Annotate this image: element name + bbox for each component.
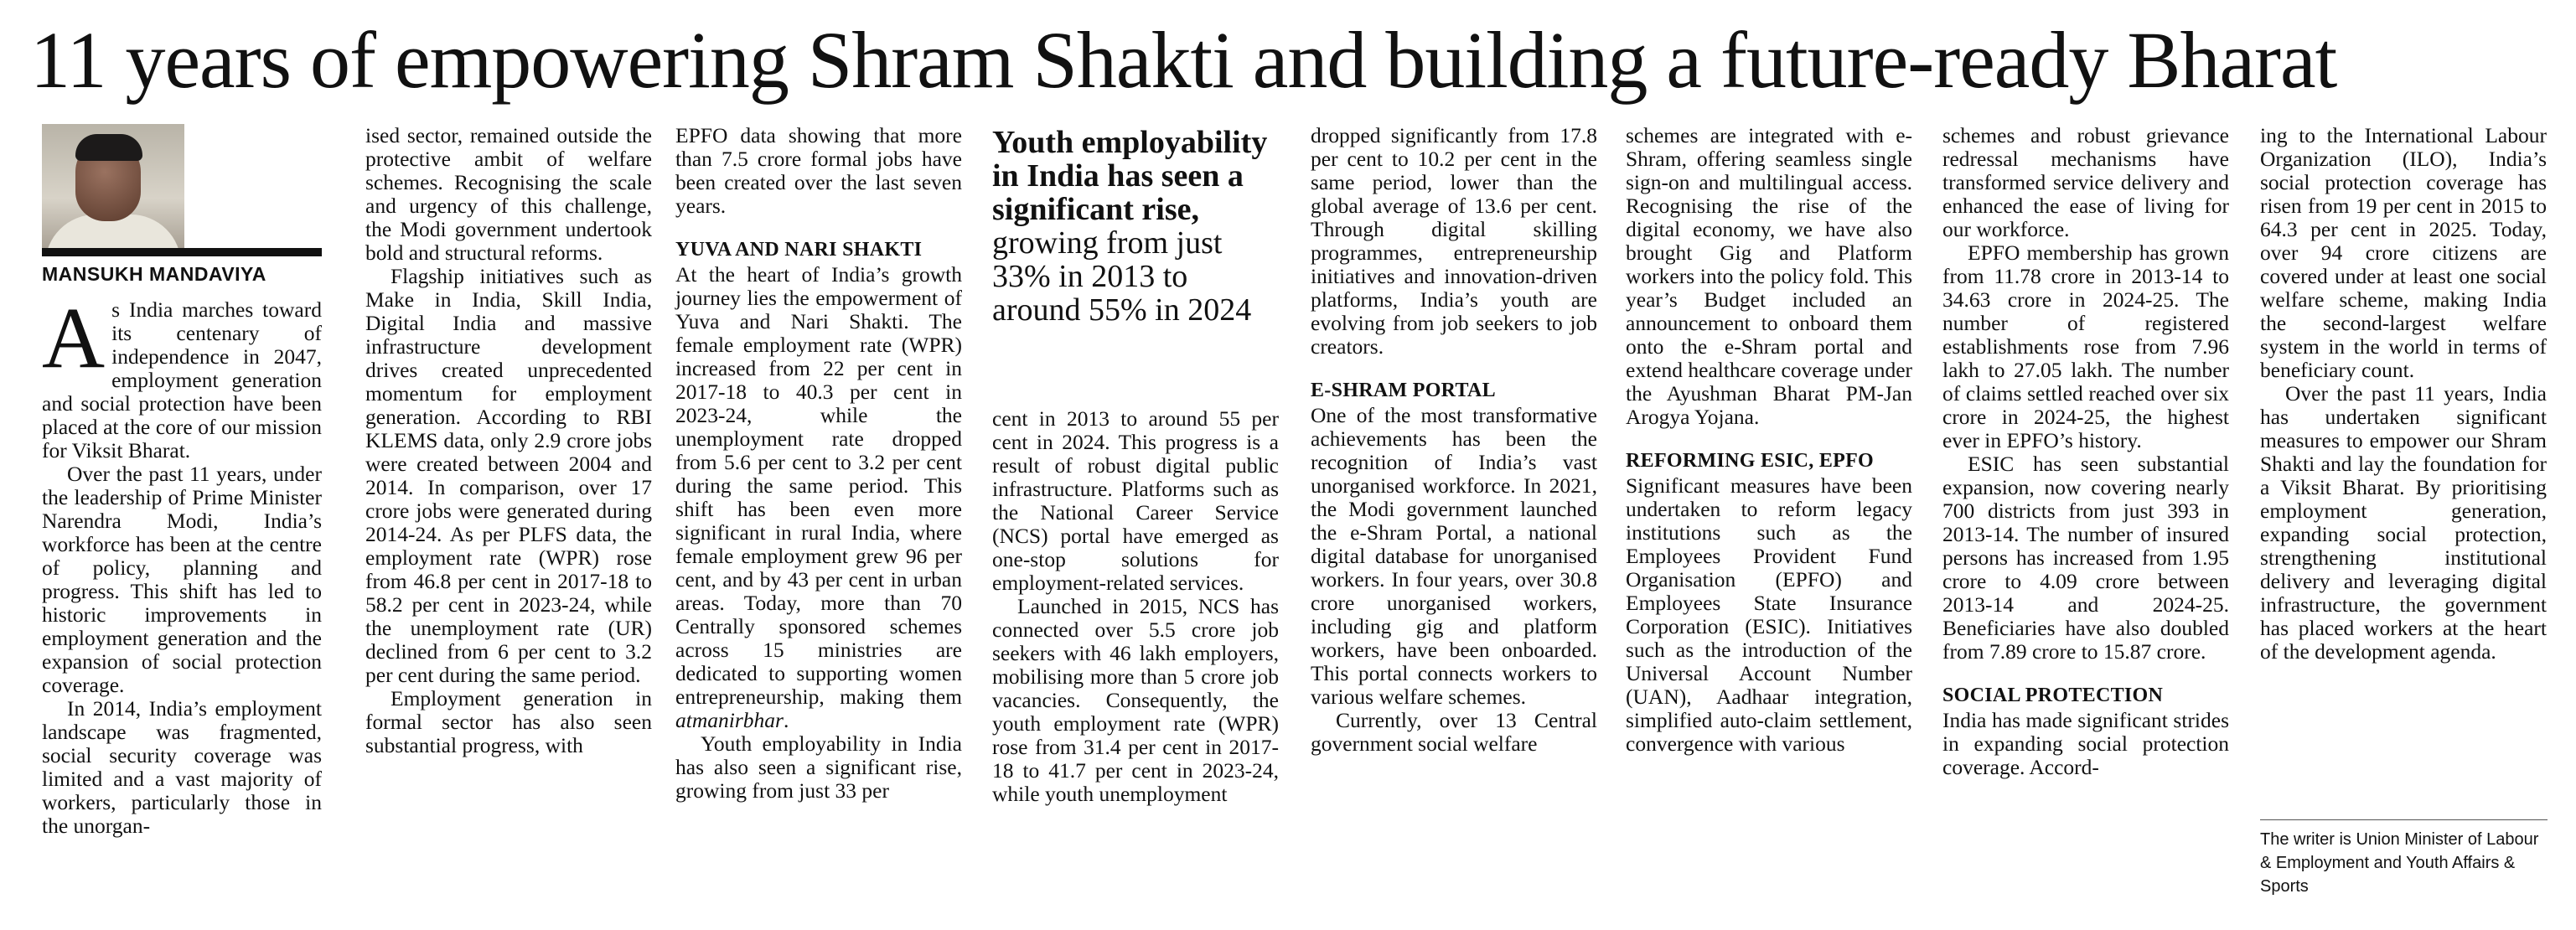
section-heading: REFORMING ESIC, EPFO: [1626, 450, 1875, 472]
column-3: [675, 124, 962, 803]
footnote-rule: [2260, 819, 2548, 820]
paragraph: One of the most transformative achievements has been the recognition of India’s vast unorganised workforce. In 2021, the Modi government launched the e-Shram Portal, a national digital database for unorganised workers. In four years, over 30.8 crore unorganised workers, including gig and platform workers, have been onboarded. This portal connects workers to various welfare schemes.: [1311, 403, 1597, 709]
paragraph: ised sector, remained outside the protective ambit of welfare schemes. Recognising the scale and urgency of this challenge, the Modi government undertook bold and structural reforms.: [365, 123, 652, 265]
paragraph: Employment generation in formal sector has also seen substantial progress, with: [365, 686, 652, 757]
paragraph: As India marches toward its centenary of independence in 2047, employment generation and social protection have been placed at the core of our mission for Viksit Bharat.: [42, 290, 322, 462]
paragraph: schemes and robust grievance redressal mechanisms have transformed service delivery and enhanced the ease of living for our workforce.: [1942, 123, 2229, 241]
column-5: [1311, 124, 1597, 756]
column-1: [42, 290, 322, 838]
paragraph: At the heart of India’s growth journey lies the empowerment of Yuva and Nari Shakti. The female employment rate (WPR) increased from 22 per cent in 2017-18 to 40.3 per cent in 2023-24, while the unemployment rate dropped from 5.6 per cent to 3.2 per cent during the same period. This shift has been even more significant in rural India, where female employment grew 96 per cent, and by 43 per cent in urban areas. Today, more than 70 Centrally sponsored schemes across 15 ministries are dedicated to supporting women entrepreneurship, making them atmanirbhar.: [675, 262, 962, 732]
paragraph: Significant measures have been undertaken to reform legacy institutions such as the Employees Provident Fund Organisation (EPFO) and Employees State Insurance Corporation (ESIC). Initiatives such as the introduction of the Universal Account Number (UAN), Aadhaar integration, simplified auto-claim settlement, convergence with various: [1626, 473, 1912, 756]
paragraph: Currently, over 13 Central government social welfare: [1311, 708, 1597, 756]
byline: MANSUKH MANDAVIYA: [42, 263, 266, 285]
pull-quote-light: growing from just 33% in 2013 to around 55% in 2024: [992, 225, 1252, 328]
paragraph: cent in 2013 to around 55 per cent in 2024. This progress is a result of robust digital public infrastructure. Platforms such as the National Career Service (NCS) portal have emerged as one-stop solutions for employment-related services.: [992, 406, 1279, 595]
column-2: [365, 124, 652, 757]
paragraph: EPFO data showing that more than 7.5 crore formal jobs have been created over the last seven years.: [675, 123, 962, 218]
paragraph: Over the past 11 years, India has undertaken significant measures to empower our Shram Shakti and lay the foundation for a Viksit Bharat. By prioritising employment generation, expanding social protection, strengthening institutional delivery and leveraging digital infrastructure, the government has placed workers at the heart of the development agenda.: [2260, 381, 2547, 664]
paragraph: dropped significantly from 17.8 per cent to 10.2 per cent in the same period, lower than the global average of 13.6 per cent. Through digital skilling programmes, entrepreneurship initiatives and innovation-driven platforms, India’s youth are evolving from job seekers to job creators.: [1311, 123, 1597, 359]
paragraph: ESIC has seen substantial expansion, now covering nearly 700 districts from just 393 in 2013-14. The number of insured persons has increased from 1.95 crore to 4.09 crore between 2013-14 and 2024-25. Beneficiaries have also doubled from 7.89 crore to 15.87 crore.: [1942, 452, 2229, 664]
column-6: [1626, 124, 1912, 756]
author-footnote: The writer is Union Minister of Labour & Employment and Youth Affairs & Sports: [2260, 830, 2539, 896]
section-heading: E-SHRAM PORTAL: [1311, 380, 1496, 401]
pull-quote: [992, 126, 1281, 327]
paragraph: schemes are integrated with e-Shram, offering seamless single sign-on and multilingual access. Recognising the rise of the digital economy, we have also brought Gig and Platform workers into the policy fold. This year’s Budget included an announcement to onboard them onto the e-Shram portal and extend healthcare coverage under the Ayushman Bharat PM-Jan Arogya Yojana.: [1626, 123, 1912, 429]
column-8: [2260, 124, 2547, 664]
paragraph: Youth employability in India has also seen a significant rise, growing from just 33 per: [675, 731, 962, 803]
section-heading: YUVA AND NARI SHAKTI: [675, 239, 923, 261]
paragraph: ing to the International Labour Organization (ILO), India’s social protection coverage has risen from 19 per cent in 2015 to 64.3 per cent in 2025. Today, over 94 crore citizens are covered under at least one social welfare scheme, making India the second-largest welfare system in the world in terms of beneficiary count.: [2260, 123, 2547, 382]
column-7: [1942, 124, 2229, 779]
headline: 11 years of empowering Shram Shakti and building a future-ready Bharat: [30, 15, 2337, 105]
section-heading: SOCIAL PROTECTION: [1942, 685, 2164, 706]
paragraph: Over the past 11 years, under the leadership of Prime Minister Narendra Modi, India’s workforce has been at the centre of policy, planning and progress. This shift has led to historic improvements in employment generation and the expansion of social protection coverage.: [42, 462, 322, 697]
paragraph: India has made significant strides in expanding social protection coverage. Accord-: [1942, 708, 2229, 779]
drop-cap: A: [42, 290, 106, 386]
author-rule: [42, 248, 322, 256]
paragraph: Launched in 2015, NCS has connected over 5.5 crore job seekers with 46 lakh employers, mobilising more than 5 crore job vacancies. Consequently, the youth employment rate (WPR) rose from 31.4 per cent in 2017-18 to 41.7 per cent in 2023-24, while youth unemployment: [992, 594, 1279, 806]
paragraph: EPFO membership has grown from 11.78 crore in 2013-14 to 34.63 crore in 2024-25. The number of registered establishments rose from 7.96 lakh to 27.05 lakh. The number of claims settled reached over six crore in 2024-25, the highest ever in EPFO’s history.: [1942, 240, 2229, 452]
pull-quote-bold: Youth employability in India has seen a significant rise,: [992, 125, 1268, 227]
paragraph: Flagship initiatives such as Make in India, Skill India, Digital India and massive infrastructure development drives created unprecedented momentum for employment generation. According to RBI KLEMS data, only 2.9 crore jobs were created between 2004 and 2014. In comparison, over 17 crore jobs were generated during 2014-24. As per PLFS data, the employment rate (WPR) rose from 46.8 per cent in 2017-18 to 58.2 per cent in 2023-24, while the unemployment rate (UR) declined from 6 per cent to 3.2 per cent during the same period.: [365, 264, 652, 687]
column-4: [992, 407, 1279, 806]
author-portrait-icon: [42, 124, 184, 248]
paragraph: In 2014, India’s employment landscape was fragmented, social security coverage was limited and a vast majority of workers, particularly those in the unorgan-: [42, 696, 322, 838]
